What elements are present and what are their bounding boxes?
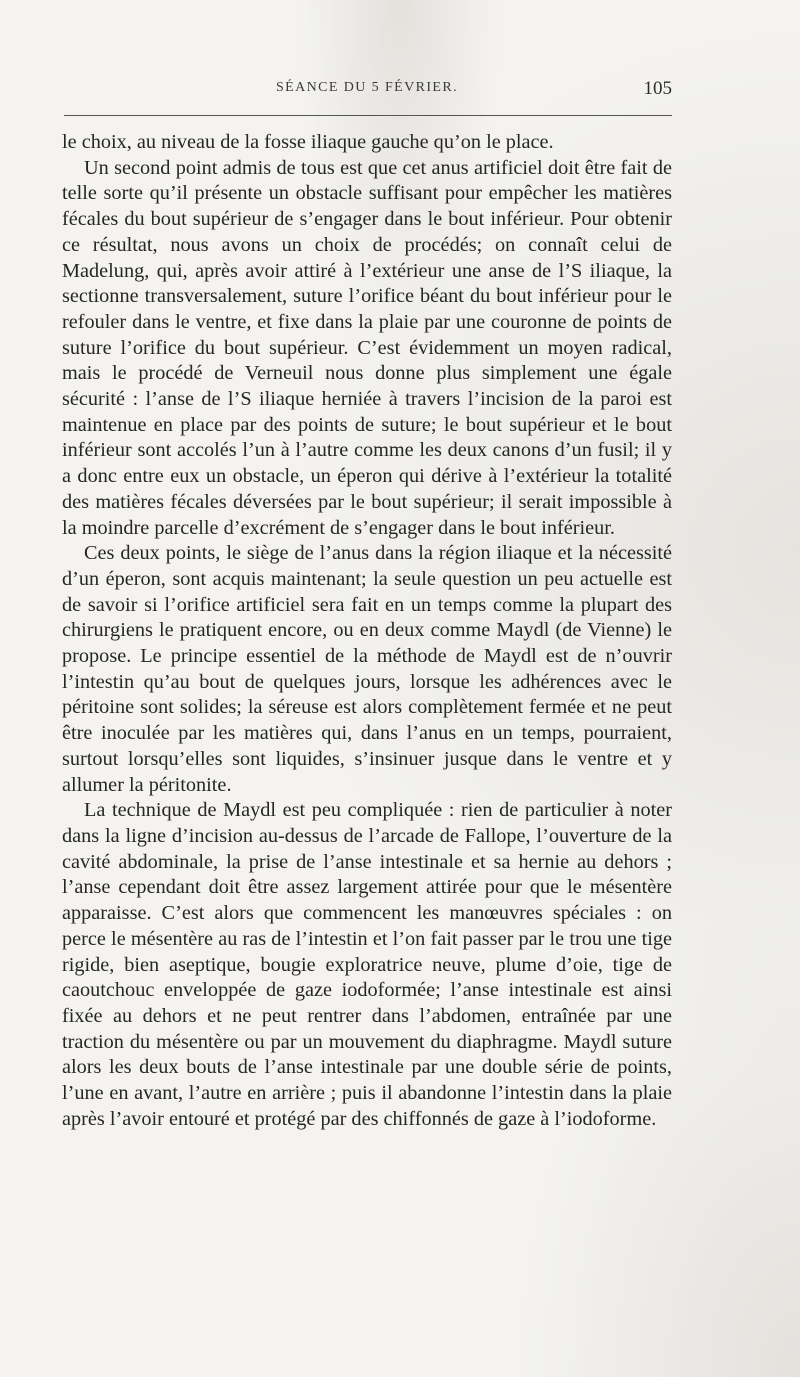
paragraph: La technique de Maydl est peu compliquée : rien de particulier à noter dans la ligne d’incision au-dessus de l’arcade de Fallope, l’ouverture de la cavité abdominale, la prise de l’anse intestinale et sa hernie au dehors ; l’anse cependant doit être assez largement attirée pour que le mésentère apparaisse. C’est alors que commencent les manœuvres spéciales : on perce le mésentère au ras de l’intestin et l’on fait passer par le trou une tige rigide, bien aseptique, bougie exploratrice neuve, plume d’oie, tige de caoutchouc enveloppée de gaze iodoformée; l’anse intestinale est ainsi fixée au dehors et ne peut rentrer dans l’abdomen, entraînée par une traction du mésentère ou par un mouvement du diaphragme. Maydl suture alors les deux bouts de l’anse intestinale par une double série de points, l’une en avant, l’autre en arrière ; puis il abandonne l’intestin dans la plaie après l’avoir entouré et protégé par des chiffonnés de gaze à l’iodoforme.: [62, 799, 672, 1130]
paragraph: Un second point admis de tous est que cet anus artificiel doit être fait de telle sorte qu’il présente un obstacle suffisant pour empêcher les matières fécales du bout supérieur de s’engager dans le bout inférieur. Pour obtenir ce résultat, nous avons un choix de procédés; on connaît celui de Madelung, qui, après avoir attiré à l’extérieur une anse de l’S iliaque, la sectionne transversalement, suture l’orifice béant du bout inférieur pour le refouler dans le ventre, et fixe dans la plaie par une couronne de points de suture l’orifice du bout supérieur. C’est évidemment un moyen radical, mais le procédé de Verneuil nous donne plus simplement une égale sécurité : l’anse de l’S iliaque herniée à travers l’incision de la paroi est maintenue en place par des points de suture; le bout supérieur et le bout inférieur sont accolés l’un à l’autre comme les deux canons d’un fusil; il y a donc entre eux un obstacle, un éperon qui dérive à l’extérieur la totalité des matières fécales déversées par le bout supérieur; il serait impossible à la moindre parcelle d’excrément de s’engager dans le bout inférieur.: [62, 156, 672, 539]
paragraph-continuation: le choix, au niveau de la fosse iliaque gauche qu’on le place.: [62, 131, 554, 153]
body-text: [62, 130, 672, 1132]
page-header: [62, 78, 672, 104]
page-number: 105: [643, 78, 672, 99]
header-rule: [64, 115, 672, 116]
running-title: SÉANCE DU 5 FÉVRIER.: [275, 80, 458, 95]
paragraph: Ces deux points, le siège de l’anus dans la région iliaque et la nécessité d’un éperon, sont acquis maintenant; la seule question un peu actuelle est de savoir si l’orifice artificiel sera fait en un temps comme la plupart des chirurgiens le pratiquent encore, ou en deux comme Maydl (de Vienne) le propose. Le principe essentiel de la méthode de Maydl est de n’ouvrir l’intestin qu’au bout de quelques jours, lorsque les adhérences avec le péritoine sont solides; la séreuse est alors complètement fermée et ne peut être inoculée par les matières qui, dans l’anus en un temps, pourraient, surtout lorsqu’elles sont liquides, s’insinuer jusque dans le ventre et y allumer la péritonite.: [62, 542, 672, 796]
